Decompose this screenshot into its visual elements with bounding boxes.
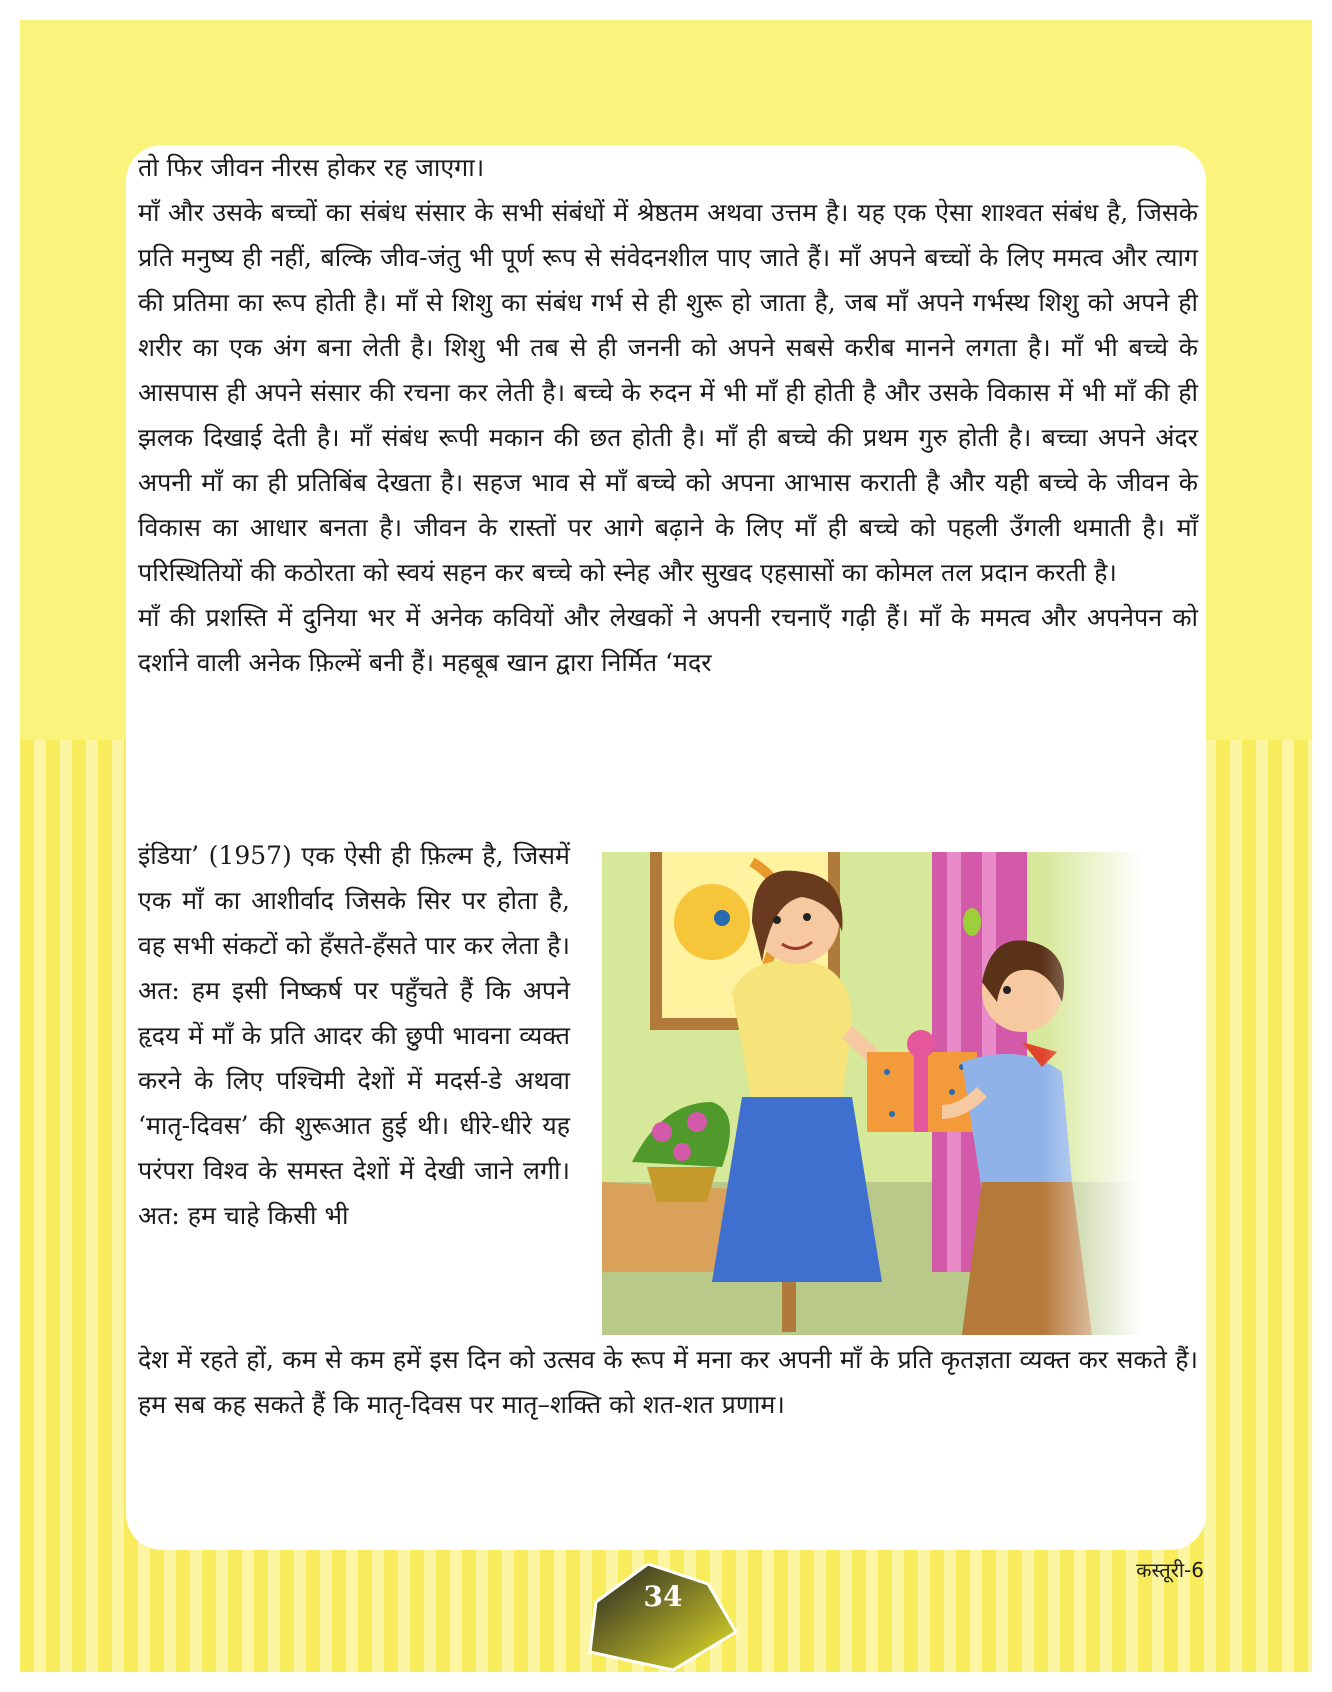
main-text-block xyxy=(138,145,1198,685)
paragraph-closing: देश में रहते हों, कम से कम हमें इस दिन को उत्सव के रूप में मना कर अपनी माँ के प्रति कृतज्ञता व्यक्त कर सकते हैं। हम सब कह सकते हैं कि मातृ-दिवस पर मातृ–शक्ति को शत-शत प्रणाम। xyxy=(138,1345,1198,1419)
paragraph-mother-child-bond: माँ और उसके बच्चों का संबंध संसार के सभी संबंधों में श्रेष्ठतम अथवा उत्तम है। यह एक ऐसा शाश्वत संबंध है, जिसके प्रति मनुष्य ही नहीं, बल्कि जीव-जंतु भी पूर्ण रूप से संवेदनशील पाए जाते हैं। माँ अपने बच्चों के लिए ममत्व और त्याग की प्रतिमा का रूप होती है। माँ से शिशु का संबंध गर्भ से ही शुरू हो जाता है, जब माँ अपने गर्भस्थ शिशु को अपने ही शरीर का एक अंग बना लेती है। शिशु भी तब से ही जननी को अपने सबसे करीब मानने लगता है। माँ भी बच्चे के आसपास ही अपने संसार की रचना कर लेती है। बच्चे के रुदन में भी माँ ही होती है और उसके विकास में भी माँ की ही झलक दिखाई देती है। माँ संबंध रूपी मकान की छत होती है। माँ ही बच्चे की प्रथम गुरु होती है। बच्चा अपने अंदर अपनी माँ का ही प्रतिबिंब देखता है। सहज भाव से माँ बच्चे को अपना आभास कराती है और यही बच्चे के जीवन के विकास का आधार बनता है। जीवन के रास्तों पर आगे बढ़ाने के लिए माँ ही बच्चे को पहली उँगली थमाती है। माँ परिस्थितियों की कठोरता को स्वयं सहन कर बच्चे को स्नेह और सुखद एहसासों का कोमल तल प्रदान करती है। xyxy=(138,198,1198,587)
paragraph-mother-india: इंडिया’ (1957) एक ऐसी ही फ़िल्म है, जिसमें एक माँ का आशीर्वाद जिसके सिर पर होता है, वह सभी संकटों को हँसते-हँसते पार कर लेता है। अत: हम इसी निष्कर्ष पर पहुँचते हैं कि अपने हृदय में माँ के प्रति आदर की छुपी भावना व्यक्त करने के लिए पश्चिमी देशों में मदर्स-डे अथवा ‘मातृ-दिवस’ की शुरूआत हुई थी। धीरे-धीरे यह परंपरा विश्व के समस्त देशों में देखी जाने लगी। अत: हम चाहे किसी भी xyxy=(138,841,570,1230)
mother-son-gift-illustration xyxy=(602,852,1142,1335)
paragraph-continuation: तो फिर जीवन नीरस होकर रह जाएगा। xyxy=(138,153,485,182)
page-number: 34 xyxy=(643,1580,683,1613)
book-label: कस्तूरी-6 xyxy=(1136,1558,1204,1582)
page-number-badge xyxy=(588,1562,738,1672)
paragraph-mother-praise: माँ की प्रशस्ति में दुनिया भर में अनेक कवियों और लेखकों ने अपनी रचनाएँ गढ़ी हैं। माँ के ममत्व और अपनेपन को दर्शाने वाली अनेक फ़िल्में बनी हैं। महबूब खान द्वारा निर्मित ‘मदर xyxy=(138,603,1198,677)
